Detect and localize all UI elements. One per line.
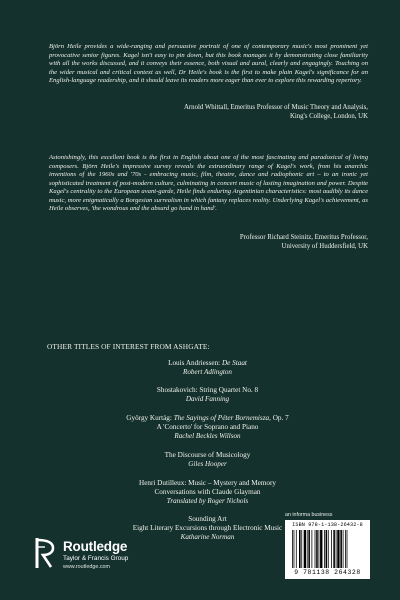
attribution-line: King's College, London, UK <box>289 112 368 120</box>
title-line: Henri Dutilleux: Music – Mystery and Memory <box>139 479 276 487</box>
isbn-barcode <box>285 520 370 579</box>
barcode-bar <box>296 530 297 568</box>
barcode-bar <box>345 530 346 568</box>
title-author: Translated by Roger Nichols <box>166 496 249 505</box>
title-item-1 <box>47 386 368 404</box>
barcode-bar <box>340 530 342 568</box>
barcode-bar <box>326 530 328 568</box>
barcode-bar <box>331 530 332 568</box>
barcode-bar <box>343 530 344 568</box>
routledge-logo-icon <box>34 537 56 569</box>
barcode-bar <box>301 530 302 568</box>
barcode-bar <box>319 530 320 568</box>
title-line: Eight Literary Excursions through Electronic Music <box>132 523 283 532</box>
title-author: David Fanning <box>185 394 230 403</box>
barcode-bar <box>307 530 308 568</box>
title-item-4 <box>47 479 368 506</box>
title-line: Sounding Art <box>188 515 227 523</box>
barcode-bar <box>292 530 293 568</box>
blurb-steinitz: Astonishingly, this excellent book is the first in English about one of the most fascinating and paradoxical of living composers. Björn Heile's impressive survey reveals the extraordinary range of Kagel's work, from his anarchic inventions of the 1960s and '70s - embracing music, film, theatre, dance and radiophonic art – to an ironic yet sophisticated treatment of post-modern culture, culminating in concert music of lasting imagination and power. Despite Kagel's centrality to the European avant-garde, Heile finds enduring Argentinian characteristics: most audibly its dance music, more enigmatically a Borgesian surrealism in which fantasy replaces reality. Underlying Kagel's achievement, as Heile observes, 'the wondrous and the absurd go hand in hand'. <box>49 154 368 212</box>
isbn-label: ISBN 978-1-138-26432-8 <box>292 522 363 528</box>
barcode-bar <box>304 530 306 568</box>
other-titles-heading: OTHER TITLES OF INTEREST FROM ASHGATE: <box>47 342 210 351</box>
publisher-name: Routledge <box>63 539 128 554</box>
barcode-bar <box>320 530 322 568</box>
publisher-group: Taylor & Francis Group <box>63 555 129 562</box>
title-line: György Kurtág: The Sayings of Péter Bornemisza, Op. 7 <box>126 414 289 422</box>
barcode-bar <box>324 530 325 568</box>
informa-tagline: an informa business <box>285 512 333 518</box>
title-author: Giles Hooper <box>188 459 227 468</box>
barcode-bar <box>336 530 337 568</box>
barcode-bar <box>308 530 310 568</box>
barcode-bar <box>337 530 339 568</box>
barcode-bar <box>316 530 318 568</box>
barcode-bar <box>347 530 348 568</box>
attribution-line: Arnold Whittall, Emeritus Professor of Music Theory and Analysis, <box>184 104 368 111</box>
blurb-whittall: Björn Heile provides a wide-ranging and persuasive portrait of one of contemporary music's most prominent yet provocative senior figures. Kagel isn't easy to pin down, but this book manages it by demonstrating close familiarity with all the works discussed, and it conveys their essence, both visual and aural, clearly and engagingly. Touching on the wider musical and critical context as well, Dr Heile's book is the first to make plain Kagel's significance for an English-language readership, and it should leave its readers more eager than ever to explore this rewarding repertory. <box>49 43 368 84</box>
barcode-bar <box>294 530 295 568</box>
title-author: Katharine Norman <box>180 532 235 541</box>
publisher-url: www.routledge.com <box>63 564 111 570</box>
barcode-bar <box>299 530 301 568</box>
barcode-bar <box>315 530 316 568</box>
attribution-whittall <box>68 104 368 122</box>
title-item-3 <box>47 451 368 469</box>
title-line: A 'Concerto' for Soprano and Piano <box>156 422 259 431</box>
title-item-0 <box>47 359 368 377</box>
barcode-bar <box>312 530 313 568</box>
publisher-brand <box>63 540 128 571</box>
title-author: Rachel Beckles Willson <box>174 431 241 440</box>
barcode-bar <box>333 530 335 568</box>
title-author: Robert Adlington <box>183 367 232 376</box>
barcode-bars <box>292 530 364 568</box>
attribution-steinitz <box>68 234 368 252</box>
isbn-digits: 9 781138 264328 <box>294 569 361 576</box>
title-line: Louis Andriessen: De Staat <box>168 359 247 367</box>
attribution-line: University of Huddersfield, UK <box>281 242 368 250</box>
attribution-line: Professor Richard Steinitz, Emeritus Professor, <box>239 234 368 241</box>
title-line: Shostakovich: String Quartet No. 8 <box>156 386 259 394</box>
barcode-bar <box>328 530 329 568</box>
title-item-2 <box>47 414 368 441</box>
title-line: The Discourse of Musicology <box>164 451 251 459</box>
title-line: Conversations with Claude Glayman <box>154 487 261 496</box>
